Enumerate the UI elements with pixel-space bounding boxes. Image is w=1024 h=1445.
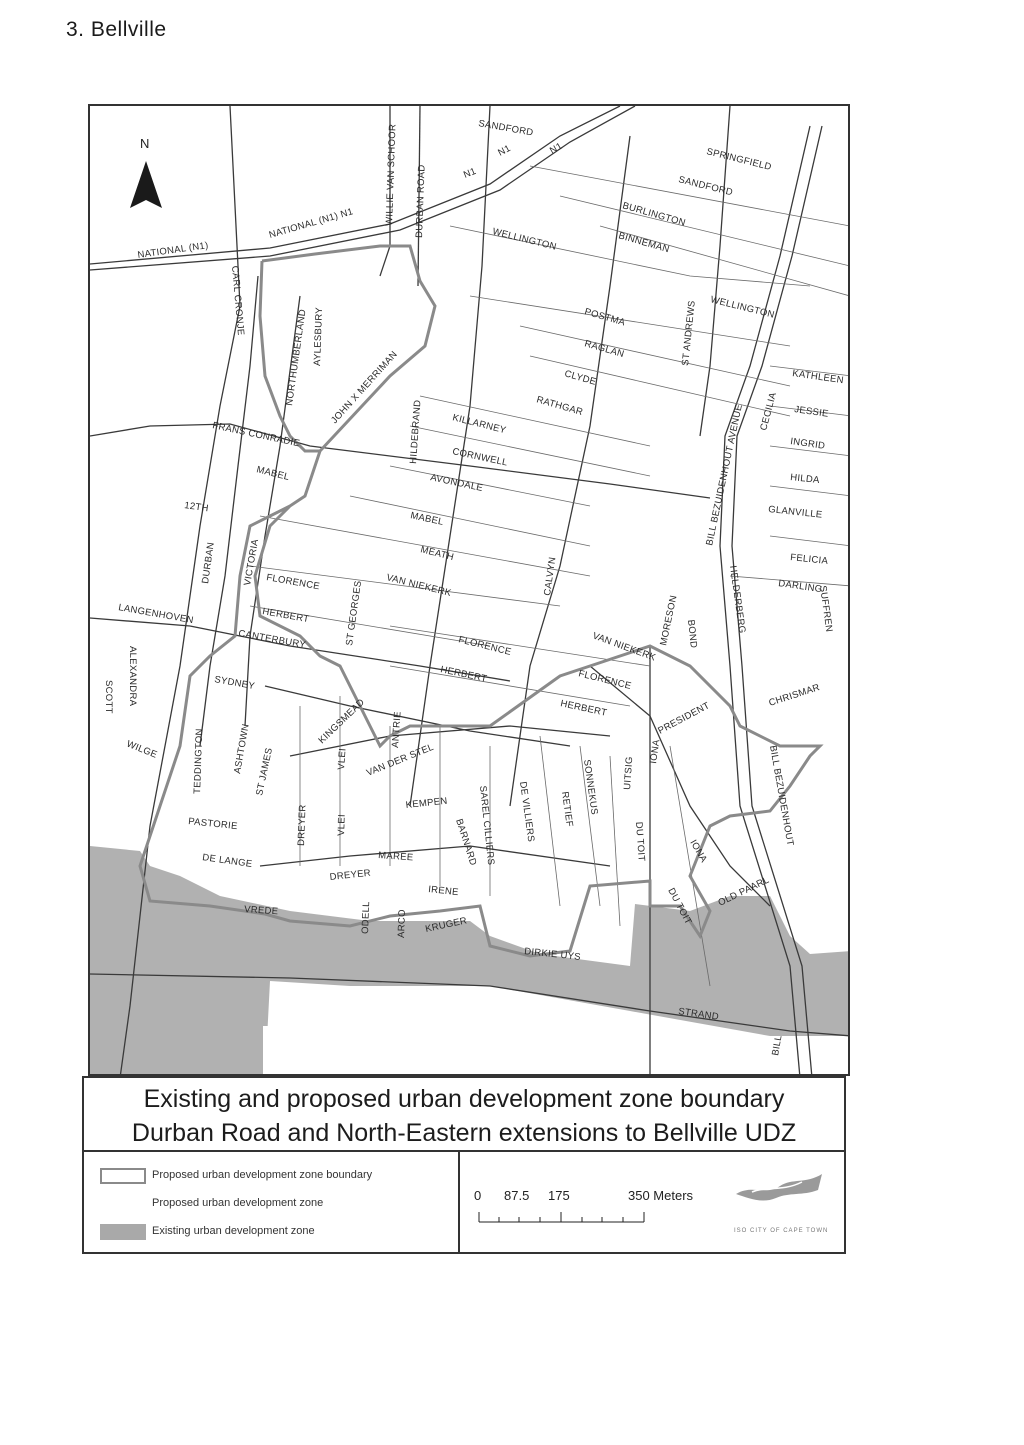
street-st-james: ST JAMES xyxy=(254,746,276,797)
street-herbert-b: HERBERT xyxy=(439,664,488,685)
street-florence-a: FLORENCE xyxy=(265,572,321,593)
street-bill-bezuidenhout-b: BILL BEZUIDENHOUT xyxy=(767,744,796,847)
map-frame xyxy=(88,104,850,1076)
street-avondale: AVONDALE xyxy=(429,472,484,495)
street-jessie: JESSIE xyxy=(793,404,830,420)
street-postma: POSTMA xyxy=(583,306,627,329)
legend xyxy=(82,1150,460,1254)
street-dreyer-b: DREYER xyxy=(329,867,372,883)
street-aylesbury: AYLESBURY xyxy=(312,306,326,367)
street-maree: MAREE xyxy=(377,850,414,864)
street-st-andrews: ST ANDREWS xyxy=(680,299,698,367)
street-wilge: WILGE xyxy=(124,738,159,761)
proposed-boundary xyxy=(140,246,820,956)
street-van-niekerk-a: VAN NIEKERK xyxy=(385,572,453,599)
street-alexandra: ALEXANDRA xyxy=(127,646,138,707)
street-du-toit-b: DU TOIT xyxy=(665,886,694,927)
zone-gap xyxy=(263,1026,343,1076)
north-arrow xyxy=(130,136,162,208)
street-willie-van-schoor: WILLIE VAN SCHOOR xyxy=(384,123,399,227)
street-iona-b: IONA xyxy=(687,838,710,865)
street-12th: 12TH xyxy=(183,500,210,515)
street-binneman: BINNEMAN xyxy=(617,230,671,256)
street-n1-c: N1 xyxy=(548,140,565,157)
legend-swatch-existing-zone xyxy=(100,1224,146,1240)
legend-swatch-boundary xyxy=(100,1168,146,1184)
street-barnard: BARNARD xyxy=(453,817,479,868)
street-utsig: UITSIG xyxy=(622,756,636,791)
map-title-line-1: Existing and proposed urban development zone boundary xyxy=(143,1085,785,1113)
street-cornwell: CORNWELL xyxy=(451,446,509,469)
street-killarney: KILLARNEY xyxy=(451,412,508,437)
map-canvas xyxy=(90,106,850,1076)
street-calvyn: CALVYN xyxy=(542,556,559,597)
street-n1-a: N1 xyxy=(462,165,478,181)
scale-bar xyxy=(478,1210,648,1226)
street-florence-b: FLORENCE xyxy=(457,634,513,659)
street-mabel-a: MABEL xyxy=(255,464,291,484)
street-helderberg: HELDERBERG xyxy=(727,564,748,635)
street-hilda: HILDA xyxy=(789,472,821,487)
street-felicia: FELICIA xyxy=(789,552,829,567)
street-hildebrand: HILDEBRAND xyxy=(408,399,424,465)
street-frans-conradie: FRANS CONRADIE xyxy=(211,420,301,450)
legend-swatch-proposed-zone xyxy=(100,1196,146,1212)
street-burlington: BURLINGTON xyxy=(621,200,687,229)
street-durban: DURBAN xyxy=(200,541,217,585)
street-chrismar: CHRISMAR xyxy=(767,681,822,709)
street-vrede: VREDE xyxy=(243,904,279,918)
scale-labels xyxy=(470,1188,720,1204)
street-vlei-a: VLEI xyxy=(336,747,349,771)
street-retief: RETIEF xyxy=(559,790,575,828)
street-scott: SCOTT xyxy=(103,680,114,714)
street-bill-c: BILL xyxy=(770,1034,785,1057)
street-herbert-a: HERBERT xyxy=(261,606,310,626)
street-suffren: SUFFREN xyxy=(817,584,835,633)
street-northumberland: NORTHUMBERLAND xyxy=(284,308,309,407)
legend-label: Existing urban development zone xyxy=(152,1225,315,1237)
scale-tick-label: 175 xyxy=(548,1188,570,1203)
street-dreyer-a: DREYER xyxy=(296,804,309,847)
street-strand: STRAND xyxy=(677,1006,720,1023)
street-n1-b: N1 xyxy=(496,142,513,159)
map-credit: ISO CITY OF CAPE TOWN xyxy=(734,1228,829,1234)
street-de-lange: DE LANGE xyxy=(201,852,254,870)
legend-label: Proposed urban development zone xyxy=(152,1197,324,1209)
scale-tick-label: 87.5 xyxy=(504,1188,530,1203)
street-carl-cronje: CARL CRONJE xyxy=(229,265,247,336)
street-sarel-cilliers: SAREL CILLIERS xyxy=(477,785,497,866)
street-van-niekerk-b: VAN NIEKERK xyxy=(590,630,658,664)
existing-zone-area xyxy=(90,846,850,1076)
scale-tick-label: 0 xyxy=(474,1188,482,1203)
street-rathgar: RATHGAR xyxy=(535,394,585,419)
street-kingsmead: KINGSMEAD xyxy=(316,696,368,747)
street-langenhoven: LANGENHOVEN xyxy=(117,602,195,627)
street-glanville: GLANVILLE xyxy=(767,504,823,521)
street-kruger: KRUGER xyxy=(424,915,469,935)
street-du-toit-a: DU TOIT xyxy=(633,821,647,862)
street-sandford-top: SANDFORD xyxy=(477,118,535,139)
scale-tick-label: 350 Meters xyxy=(628,1188,694,1203)
street-national-n1-a: NATIONAL (N1) xyxy=(136,240,210,261)
street-florence-c: FLORENCE xyxy=(577,668,633,693)
city-logo-icon xyxy=(732,1166,828,1206)
street-antrie: ANTRIE xyxy=(390,710,404,749)
street-bill-bezuidenhout-a: BILL BEZUIDENHOUT AVENUE xyxy=(704,403,745,547)
street-vlei-b: VLEI xyxy=(336,813,348,837)
street-meath: MEATH xyxy=(419,544,455,564)
street-ashtown: ASHTOWN xyxy=(232,722,252,775)
street-durban-road: DURBAN ROAD xyxy=(414,164,428,239)
street-mabel-b: MABEL xyxy=(409,510,445,528)
street-odell: ODELL xyxy=(360,901,373,935)
street-pastorie: PASTORIE xyxy=(187,816,239,833)
street-raglan: RAGLAN xyxy=(583,338,626,361)
street-kempen: KEMPEN xyxy=(405,795,449,811)
street-john-x-merriman: JOHN X MERRIMAN xyxy=(329,349,400,427)
map-title-box xyxy=(82,1076,846,1152)
street-dirkie-uys: DIRKIE UYS xyxy=(523,946,582,963)
street-president: PRESIDENT xyxy=(656,700,712,737)
page-heading: 3. Bellville xyxy=(66,18,167,41)
street-st-georges: ST GEORGES xyxy=(344,579,365,647)
street-van-der-stel: VAN DER STEL xyxy=(365,741,436,779)
street-ingrid: INGRID xyxy=(789,436,826,452)
legend-label: Proposed urban development zone boundary xyxy=(152,1169,373,1181)
street-darling: DARLING xyxy=(777,578,824,596)
street-springfield: SPRINGFIELD xyxy=(705,146,773,174)
street-irene: IRENE xyxy=(427,884,460,899)
street-herbert-c: HERBERT xyxy=(559,698,608,719)
street-sandford: SANDFORD xyxy=(677,174,734,199)
street-de-villiers: DE VILLIERS xyxy=(517,780,537,843)
north-label: N xyxy=(140,136,150,151)
street-national-n1-b: NATIONAL (N1) N1 xyxy=(267,206,355,241)
street-cecilia: CECILIA xyxy=(758,391,780,432)
street-moreson: MORESON xyxy=(658,594,680,647)
street-sonnekus: SONNEKUS xyxy=(581,758,600,816)
street-kathleen: KATHLEEN xyxy=(791,368,845,387)
street-old-paarl: OLD PAARL xyxy=(716,874,772,909)
scale-panel xyxy=(458,1150,846,1254)
map-title-line-2: Durban Road and North-Eastern extensions to Bellville UDZ xyxy=(131,1119,797,1147)
street-wellington-b: WELLINGTON xyxy=(709,294,776,321)
street-bond: BOND xyxy=(685,619,699,649)
street-sydney: SYDNEY xyxy=(213,674,256,693)
street-wellington-a: WELLINGTON xyxy=(491,226,558,253)
street-arco: ARCO xyxy=(396,909,408,939)
street-teddington: TEDDINGTON xyxy=(192,728,206,795)
street-victoria: VICTORIA xyxy=(242,538,262,587)
street-canterbury: CANTERBURY xyxy=(237,628,307,651)
street-clyde: CLYDE xyxy=(563,368,598,388)
street-iona-a: IONA xyxy=(648,738,663,765)
